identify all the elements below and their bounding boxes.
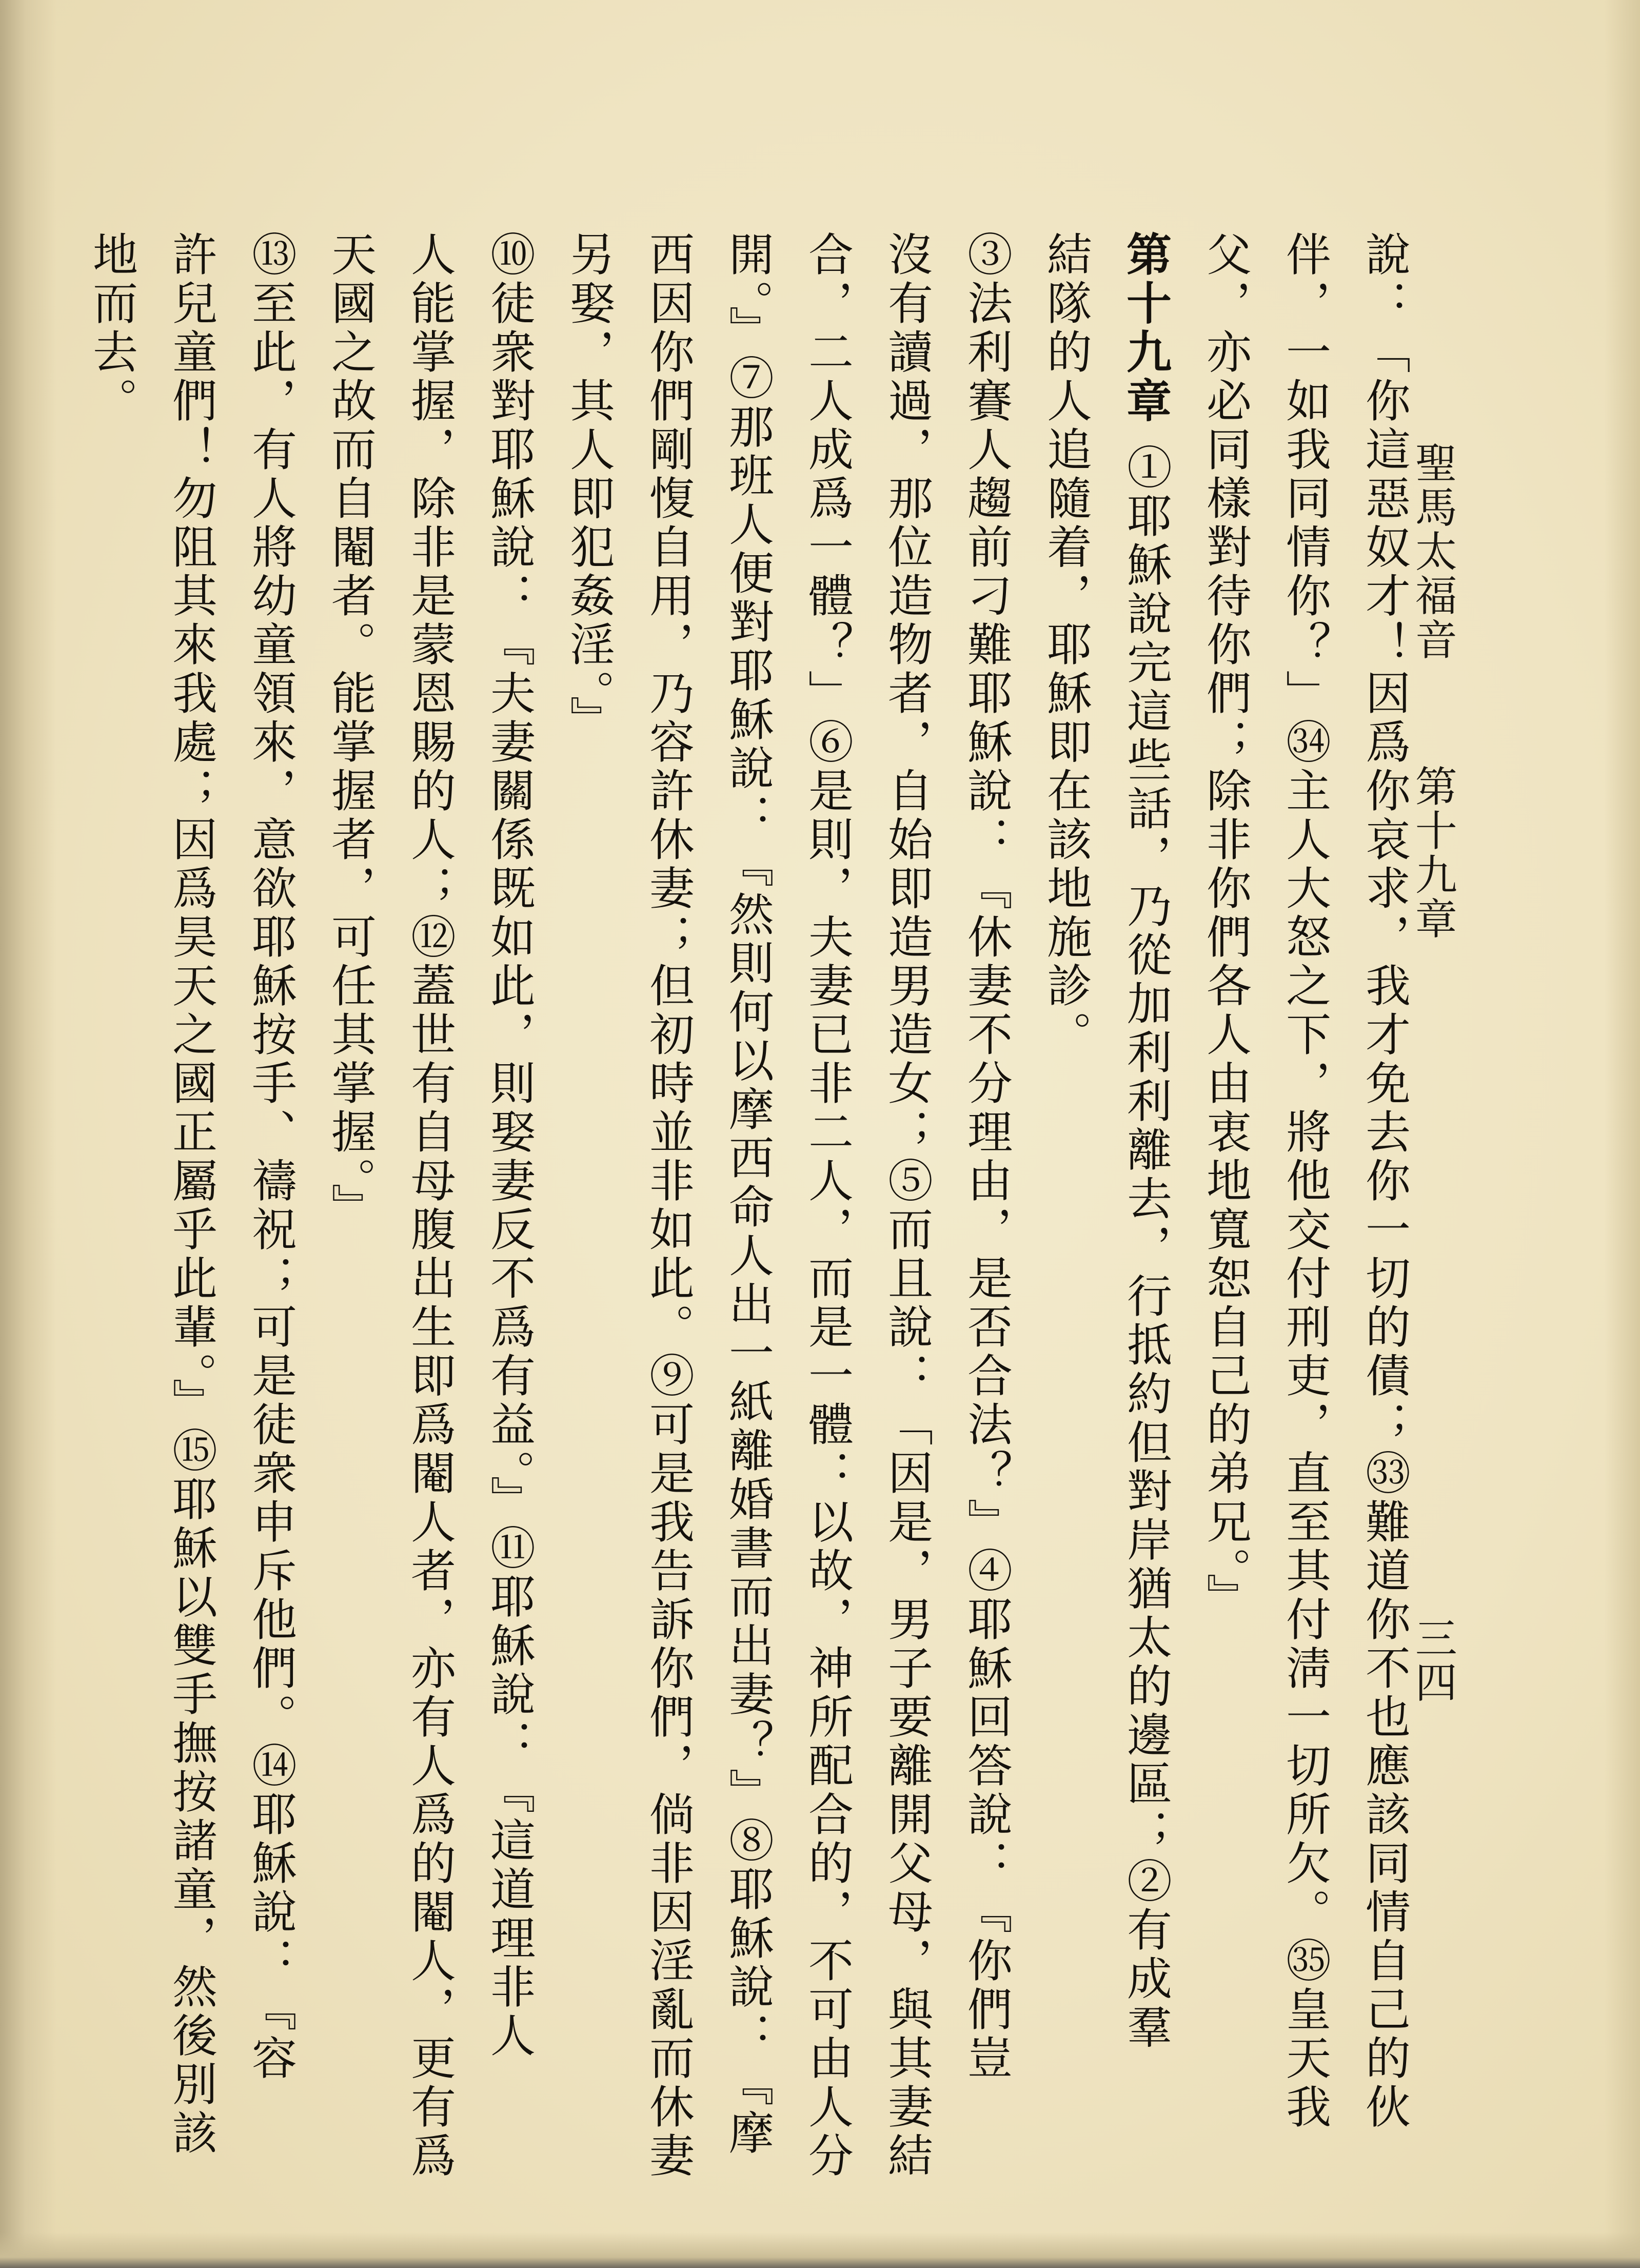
text-column: ③法利賽人趨前刁難耶穌說：『休妻不分理由，是否合法？』④耶穌回答說：『你們豈 [960,231,1013,2083]
text-column: 天國之故而自閹者。能掌握者，可任其掌握。』 [324,231,377,1232]
chapter-title: 第十九章 [1408,765,1457,941]
body-text [86,231,1425,2181]
bottom-edge-shadow [0,2232,1640,2268]
page-number: 三四 [1408,1616,1457,1705]
chapter-heading: 第十九章 [1119,231,1173,426]
text-column: 許兒童們！勿阻其來我處；因爲昊天之國正屬乎此輩。』⑮耶穌以雙手撫按諸童，然後別該 [165,231,218,2158]
text-column: 地而去。 [86,231,139,426]
text-column: 沒有讀過，那位造物者，自始即造男造女；⑤而且說：「因是，男子要離開父母，與其妻結 [881,231,934,2181]
page-edge-shadow [1604,0,1640,2268]
text-column: 開。』⑦那班人便對耶穌說：『然則何以摩西命人出一紙離婚書而出妻？』⑧耶穌說：『摩 [722,231,775,2158]
text-column: 結隊的人追隨着，耶穌即在該地施診。 [1040,231,1093,1060]
text-column: 伴，一如我同情你？」㉞主人大怒之下，將他交付刑吏，直至其付淸一切所欠。㉟皇天我 [1279,231,1332,2132]
binding-gutter [0,0,56,2268]
text-column: 另娶，其人即犯姦淫。』 [563,231,616,745]
text-column: 合，二人成爲一體？」⑥是則，夫妻已非二人，而是一體：以故，神所配合的，不可由人分 [801,231,854,2181]
text-column: 說：「你這惡奴才！因爲你哀求，我才免去你一切的債；㉝難道你不也應該同情自己的伙 [1358,231,1411,2132]
text-column: 人能掌握，除非是蒙恩賜的人；⑫蓋世有自母腹出生即爲閹人者，亦有人爲的閹人，更有爲 [404,231,457,2181]
text-column: ⑬至此，有人將幼童領來，意欲耶穌按手、禱祝；可是徒衆申斥他們。⑭耶穌說：『容 [245,231,298,2083]
text-column-chapter-start [1106,231,1186,2052]
chapter-first-line: ①耶穌說完這些話，乃從加利利離去，行抵約但對岸猶太的邊區；②有成羣 [1120,443,1173,2052]
text-column: 父，亦必同樣對待你們；除非你們各人由衷地寬恕自己的弟兄。』 [1199,231,1252,1622]
text-column: 西因你們剛愎自用，乃容許休妻；但初時並非如此。⑨可是我告訴你們，倘非因淫亂而休妻 [642,231,695,2181]
text-column: ⑩徒衆對耶穌說：『夫妻關係既如此，則娶妻反不爲有益。』⑪耶穌說：『這道理非人 [483,231,536,2061]
book-title: 聖馬太福音 [1408,441,1457,662]
